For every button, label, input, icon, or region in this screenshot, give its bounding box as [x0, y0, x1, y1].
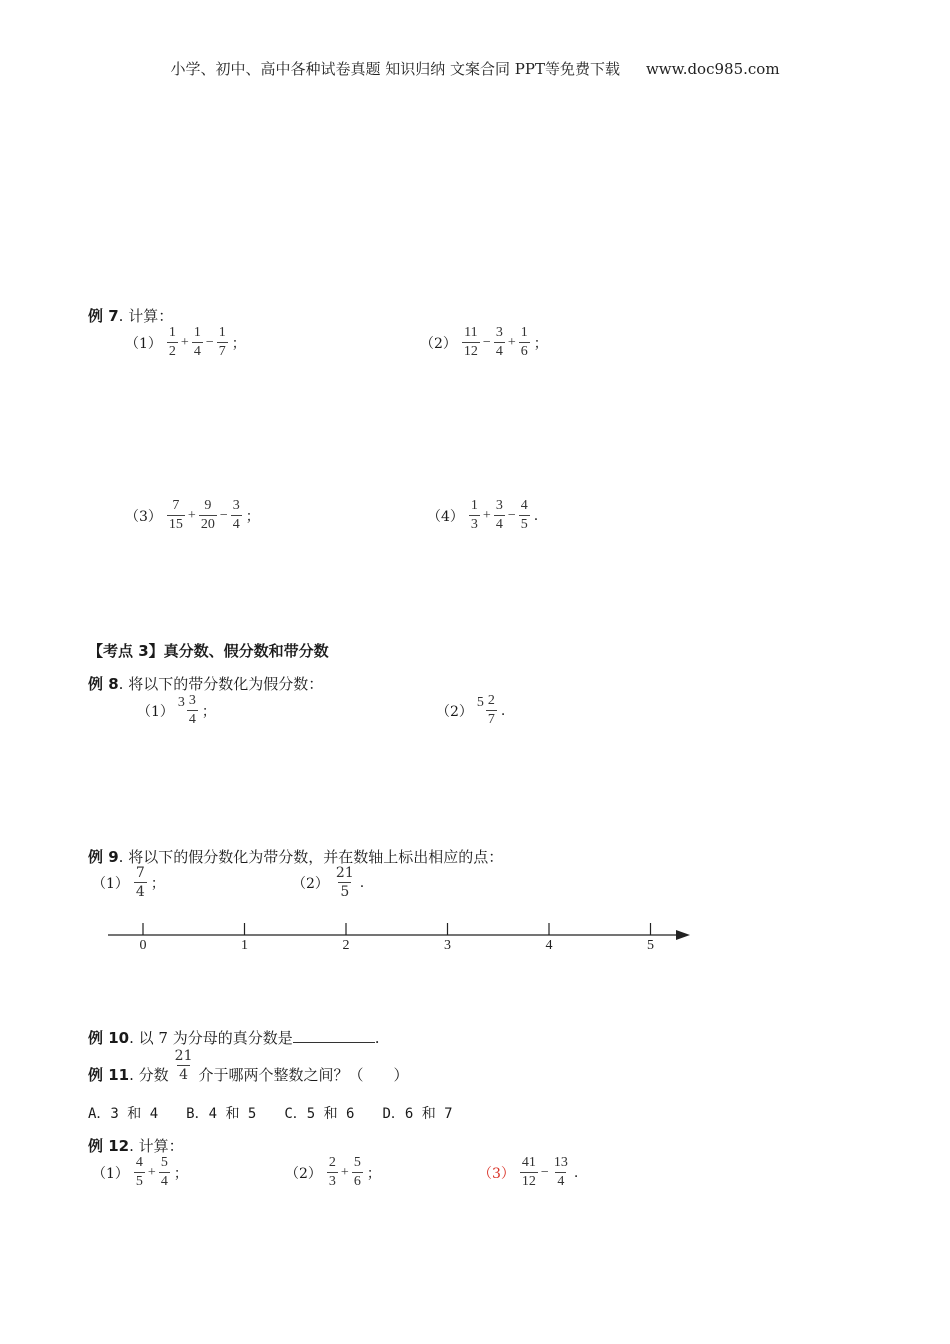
- numerator: 4: [520, 498, 528, 513]
- numerator: 2: [328, 1155, 336, 1170]
- fraction: [486, 694, 497, 727]
- operator: +: [482, 507, 491, 523]
- example-8-label: 例 8: [88, 675, 119, 693]
- example-7-text: . 计算：: [118, 307, 174, 325]
- fraction: [199, 499, 217, 532]
- operator: +: [147, 1164, 156, 1180]
- choice-b[interactable]: B．4 和 5: [186, 1106, 257, 1122]
- numerator: 5: [160, 1155, 168, 1170]
- operator: −: [219, 507, 228, 523]
- whole-part: 5: [476, 694, 484, 710]
- example-11-text-a: . 分数: [129, 1066, 169, 1084]
- ex9-item-1-end: ；: [150, 875, 165, 892]
- denominator: 4: [193, 344, 201, 359]
- header-site: www.doc985.com: [645, 60, 780, 78]
- ex8-item-2-number: （2）: [436, 703, 473, 720]
- numerator: 1: [520, 325, 528, 340]
- denominator: 12: [521, 1174, 536, 1189]
- numerator: 4: [135, 1155, 143, 1170]
- example-12-heading: [88, 1135, 184, 1156]
- fraction: [552, 1156, 570, 1189]
- fraction: [469, 499, 480, 532]
- ex8-item-2-end: .: [500, 702, 506, 719]
- denominator: 4: [188, 712, 196, 727]
- number-line-tick-label: 5: [647, 938, 654, 953]
- number-line-ticks: [140, 923, 655, 953]
- ex7-item-1-number: （1）: [125, 335, 162, 352]
- choice-a[interactable]: A．3 和 4: [88, 1106, 159, 1122]
- ex9-item-2: [292, 866, 364, 899]
- ex12-item-3-number: （3）: [478, 1165, 515, 1182]
- fraction: [462, 326, 480, 359]
- fraction: [134, 1156, 145, 1189]
- fraction: [519, 326, 530, 359]
- number-line-arrow-icon: [676, 930, 690, 940]
- denominator: 12: [463, 344, 478, 359]
- ex8-item-2: [436, 694, 505, 727]
- denominator: 5: [135, 1174, 143, 1189]
- example-7-label: 例 7: [88, 307, 119, 325]
- example-11-text-b: 介于哪两个整数之间？（ ）: [198, 1066, 409, 1084]
- ex8-item-2-mixed-number: [477, 694, 498, 727]
- denominator: 15: [168, 517, 183, 532]
- denominator: 2: [168, 344, 176, 359]
- numerator: 1: [218, 325, 226, 340]
- numerator: 11: [464, 325, 478, 340]
- ex12-item-3-expression: [519, 1156, 571, 1189]
- denominator: 3: [470, 517, 478, 532]
- numerator: 1: [193, 325, 201, 340]
- fraction: [173, 1049, 195, 1082]
- fraction: [494, 499, 505, 532]
- example-11-heading: [88, 1046, 409, 1085]
- numerator: 21: [174, 1048, 193, 1064]
- fraction: [334, 866, 356, 899]
- header-title: 小学、初中、高中各种试卷真题 知识归纳 文案合同 PPT等免费下载: [170, 60, 620, 78]
- ex7-item-1: [125, 326, 246, 359]
- ex7-item-4-expression: [468, 499, 531, 532]
- numerator: 5: [353, 1155, 361, 1170]
- answer-blank[interactable]: [293, 1030, 375, 1043]
- operator: +: [340, 1164, 349, 1180]
- operator: −: [205, 334, 214, 350]
- ex9-item-1: [92, 866, 165, 899]
- ex12-item-3-end: .: [573, 1164, 579, 1181]
- numerator: 41: [521, 1155, 536, 1170]
- ex8-item-1-end: ；: [201, 703, 216, 720]
- fraction: [327, 1156, 338, 1189]
- ex12-item-2-end: ；: [366, 1165, 381, 1182]
- denominator: 4: [495, 344, 503, 359]
- example-8-text: . 将以下的带分数化为假分数：: [118, 675, 324, 693]
- denominator: 4: [160, 1174, 168, 1189]
- numerator: 7: [172, 498, 180, 513]
- denominator: 6: [520, 344, 528, 359]
- denominator: 4: [232, 517, 240, 532]
- ex7-item-2-end: ；: [533, 335, 548, 352]
- operator: −: [540, 1164, 549, 1180]
- operator: −: [482, 334, 491, 350]
- fraction: [217, 326, 228, 359]
- fraction: [134, 866, 147, 899]
- numerator: 3: [188, 693, 196, 708]
- example-7-heading: [88, 305, 173, 326]
- denominator: 7: [487, 712, 495, 727]
- number-line-tick-label: 3: [444, 938, 451, 953]
- number-line-tick-label: 2: [342, 938, 350, 953]
- ex12-item-1: [92, 1156, 188, 1189]
- ex7-item-3-end: ；: [245, 508, 260, 525]
- ex7-item-1-end: ；: [231, 335, 246, 352]
- denominator: 5: [340, 884, 350, 900]
- fraction: [519, 499, 530, 532]
- ex7-item-4: [427, 499, 538, 532]
- denominator: 4: [495, 517, 503, 532]
- ex9-item-2-end: .: [359, 874, 365, 891]
- example-10-text: . 以 7 为分母的真分数是: [129, 1029, 293, 1047]
- fraction: [192, 326, 203, 359]
- denominator: 4: [179, 1067, 189, 1083]
- numerator: 3: [495, 325, 503, 340]
- fraction: [231, 499, 242, 532]
- topic-3-title: 【考点 3】真分数、假分数和带分数: [88, 642, 329, 660]
- example-9-text: . 将以下的假分数化为带分数，并在数轴上标出相应的点：: [118, 848, 504, 866]
- ex12-item-1-end: ；: [173, 1165, 188, 1182]
- fraction: [159, 1156, 170, 1189]
- denominator: 4: [135, 884, 145, 900]
- operator: −: [507, 507, 516, 523]
- ex7-item-2: [420, 326, 548, 359]
- ex7-item-4-end: .: [533, 507, 539, 524]
- numerator: 1: [470, 498, 478, 513]
- ex12-item-1-expression: [133, 1156, 171, 1189]
- ex8-item-1: [137, 694, 216, 727]
- example-12-label: 例 12: [88, 1137, 130, 1155]
- ex7-item-3-number: （3）: [125, 508, 162, 525]
- example-10-label: 例 10: [88, 1029, 130, 1047]
- numerator: 3: [495, 498, 503, 513]
- whole-part: 3: [177, 694, 185, 710]
- ex7-item-2-expression: [461, 326, 531, 359]
- fraction: [167, 326, 178, 359]
- operator: +: [187, 507, 196, 523]
- denominator: 7: [218, 344, 226, 359]
- example-11-label: 例 11: [88, 1066, 130, 1084]
- numerator: 7: [135, 865, 145, 881]
- numerator: 9: [204, 498, 212, 513]
- numerator: 2: [487, 693, 495, 708]
- ex8-item-1-number: （1）: [137, 703, 174, 720]
- choice-d[interactable]: D．6 和 7: [382, 1106, 453, 1122]
- example-9-label: 例 9: [88, 848, 119, 866]
- ex7-item-1-expression: [166, 326, 229, 359]
- example-9-heading: [88, 846, 503, 867]
- fraction: [352, 1156, 363, 1189]
- denominator: 6: [353, 1174, 361, 1189]
- ex9-item-1-number: （1）: [92, 875, 129, 892]
- numerator: 3: [232, 498, 240, 513]
- ex7-item-3-expression: [166, 499, 243, 532]
- denominator: 20: [200, 517, 215, 532]
- ex9-item-2-number: （2）: [292, 875, 329, 892]
- ex7-item-4-number: （4）: [427, 508, 464, 525]
- fraction: [187, 694, 198, 727]
- ex12-item-1-number: （1）: [92, 1165, 129, 1182]
- example-10-heading: [88, 1027, 380, 1048]
- example-12-text: . 计算：: [129, 1137, 184, 1155]
- operator: +: [180, 334, 189, 350]
- ex12-item-2: [285, 1156, 381, 1189]
- example-8-heading: [88, 673, 323, 694]
- example-10-end: .: [374, 1029, 380, 1047]
- number-line-tick-label: 0: [139, 938, 147, 953]
- fraction: [167, 499, 185, 532]
- numerator: 13: [553, 1155, 568, 1170]
- fraction: [494, 326, 505, 359]
- fraction: [520, 1156, 538, 1189]
- number-line-tick-label: 4: [545, 938, 553, 953]
- choice-c[interactable]: C．5 和 6: [284, 1106, 355, 1122]
- ex12-item-3: [478, 1156, 578, 1189]
- number-line-tick-label: 1: [241, 938, 248, 953]
- ex12-item-2-expression: [326, 1156, 364, 1189]
- numerator: 21: [335, 865, 354, 881]
- example-11-choices: [88, 1103, 481, 1123]
- operator: +: [507, 334, 516, 350]
- ex7-item-3: [125, 499, 260, 532]
- numerator: 1: [168, 325, 176, 340]
- ex12-item-2-number: （2）: [285, 1165, 322, 1182]
- denominator: 3: [328, 1174, 336, 1189]
- denominator: 4: [557, 1174, 565, 1189]
- ex7-item-2-number: （2）: [420, 335, 457, 352]
- ex8-item-1-mixed-number: [178, 694, 199, 727]
- denominator: 5: [520, 517, 528, 532]
- page-header: [0, 58, 950, 79]
